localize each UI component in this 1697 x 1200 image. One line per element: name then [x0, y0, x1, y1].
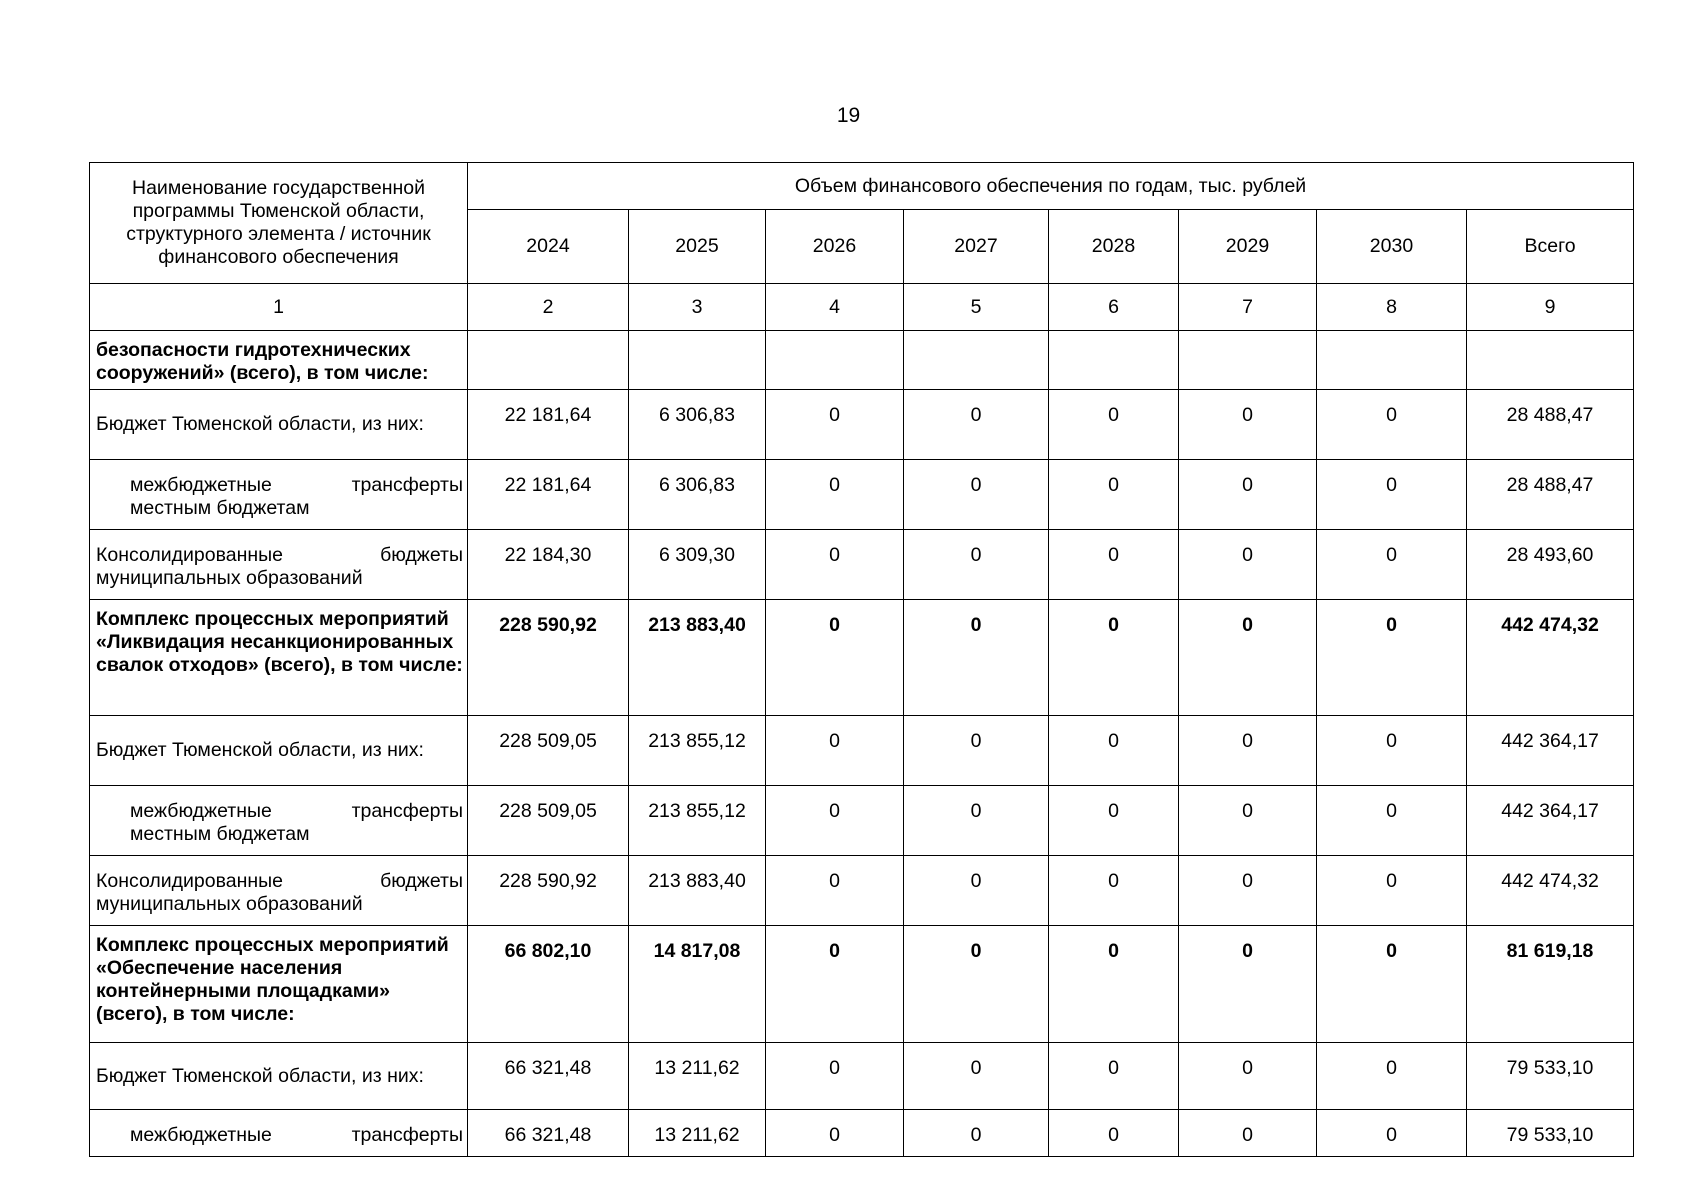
cell-2029: 0 — [1179, 786, 1317, 856]
cell-total: 442 364,17 — [1467, 716, 1634, 786]
cell-2030: 0 — [1317, 600, 1467, 716]
table-row — [90, 926, 1634, 1043]
cell-2027: 0 — [904, 460, 1049, 530]
cell-2028: 0 — [1049, 786, 1179, 856]
cell-2030: 0 — [1317, 1110, 1467, 1157]
cell-2026 — [766, 331, 904, 390]
cell-2029 — [1179, 331, 1317, 390]
table-row — [90, 786, 1634, 856]
header-year-2025: 2025 — [629, 210, 766, 284]
cell-2028: 0 — [1049, 460, 1179, 530]
row-name: Консолидированные бюджеты муниципальных образований — [90, 856, 468, 926]
row-name: межбюджетные трансферты — [90, 1110, 468, 1157]
cell-2028: 0 — [1049, 856, 1179, 926]
cell-2025: 14 817,08 — [629, 926, 766, 1043]
cell-2030: 0 — [1317, 390, 1467, 460]
cell-total: 79 533,10 — [1467, 1043, 1634, 1110]
cell-2028: 0 — [1049, 600, 1179, 716]
row-name: Комплекс процессных мероприятий «Обеспечение населения контейнерными площадками» (всего), в том числе: — [90, 926, 468, 1043]
table-row — [90, 390, 1634, 460]
col-number: 9 — [1467, 284, 1634, 331]
cell-2029: 0 — [1179, 530, 1317, 600]
header-total: Всего — [1467, 210, 1634, 284]
cell-2024 — [468, 331, 629, 390]
cell-2024: 66 802,10 — [468, 926, 629, 1043]
cell-2026: 0 — [766, 786, 904, 856]
cell-2025: 6 306,83 — [629, 390, 766, 460]
cell-2026: 0 — [766, 856, 904, 926]
cell-2027: 0 — [904, 1043, 1049, 1110]
row-name: безопасности гидротехнических сооружений» (всего), в том числе: — [90, 331, 468, 390]
table-row — [90, 856, 1634, 926]
cell-2028 — [1049, 331, 1179, 390]
cell-2025: 213 883,40 — [629, 600, 766, 716]
cell-2027: 0 — [904, 926, 1049, 1043]
cell-2025: 6 309,30 — [629, 530, 766, 600]
row-name: Бюджет Тюменской области, из них: — [90, 1043, 468, 1110]
cell-2028: 0 — [1049, 1043, 1179, 1110]
header-year-2027: 2027 — [904, 210, 1049, 284]
cell-2029: 0 — [1179, 1043, 1317, 1110]
cell-2029: 0 — [1179, 926, 1317, 1043]
col-number: 4 — [766, 284, 904, 331]
header-volume-group: Объем финансового обеспечения по годам, тыс. рублей — [468, 163, 1634, 210]
table-row — [90, 716, 1634, 786]
cell-2024: 66 321,48 — [468, 1110, 629, 1157]
col-number: 8 — [1317, 284, 1467, 331]
cell-2026: 0 — [766, 530, 904, 600]
table-row — [90, 600, 1634, 716]
cell-2024: 22 181,64 — [468, 460, 629, 530]
cell-2029: 0 — [1179, 460, 1317, 530]
col-number: 3 — [629, 284, 766, 331]
col-number: 1 — [90, 284, 468, 331]
cell-2029: 0 — [1179, 1110, 1317, 1157]
col-number: 2 — [468, 284, 629, 331]
cell-2026: 0 — [766, 600, 904, 716]
row-name: Бюджет Тюменской области, из них: — [90, 716, 468, 786]
cell-2030: 0 — [1317, 786, 1467, 856]
cell-2026: 0 — [766, 1110, 904, 1157]
table-row — [90, 460, 1634, 530]
table-row — [90, 1110, 1634, 1157]
cell-2029: 0 — [1179, 716, 1317, 786]
cell-2026: 0 — [766, 1043, 904, 1110]
cell-2028: 0 — [1049, 530, 1179, 600]
cell-2027 — [904, 331, 1049, 390]
cell-2025: 213 883,40 — [629, 856, 766, 926]
table-row — [90, 530, 1634, 600]
cell-2030 — [1317, 331, 1467, 390]
cell-2027: 0 — [904, 856, 1049, 926]
cell-2024: 228 590,92 — [468, 856, 629, 926]
cell-2027: 0 — [904, 1110, 1049, 1157]
row-name: межбюджетные трансферты местным бюджетам — [90, 460, 468, 530]
cell-2026: 0 — [766, 460, 904, 530]
row-name: межбюджетные трансферты местным бюджетам — [90, 786, 468, 856]
cell-total: 81 619,18 — [1467, 926, 1634, 1043]
cell-2030: 0 — [1317, 926, 1467, 1043]
cell-2027: 0 — [904, 716, 1049, 786]
page-number: 19 — [836, 104, 861, 127]
cell-total: 442 474,32 — [1467, 856, 1634, 926]
cell-2025: 213 855,12 — [629, 716, 766, 786]
cell-2028: 0 — [1049, 926, 1179, 1043]
cell-2025 — [629, 331, 766, 390]
cell-2026: 0 — [766, 926, 904, 1043]
cell-2028: 0 — [1049, 1110, 1179, 1157]
cell-2028: 0 — [1049, 390, 1179, 460]
header-year-2029: 2029 — [1179, 210, 1317, 284]
cell-2026: 0 — [766, 716, 904, 786]
table-row — [90, 1043, 1634, 1110]
table-row — [90, 331, 1634, 390]
cell-total: 442 474,32 — [1467, 600, 1634, 716]
cell-2024: 22 181,64 — [468, 390, 629, 460]
col-number: 5 — [904, 284, 1049, 331]
cell-2027: 0 — [904, 390, 1049, 460]
header-year-2024: 2024 — [468, 210, 629, 284]
cell-2030: 0 — [1317, 530, 1467, 600]
cell-2028: 0 — [1049, 716, 1179, 786]
cell-2024: 228 509,05 — [468, 786, 629, 856]
cell-2025: 6 306,83 — [629, 460, 766, 530]
cell-2027: 0 — [904, 530, 1049, 600]
header-year-2028: 2028 — [1049, 210, 1179, 284]
header-year-2026: 2026 — [766, 210, 904, 284]
cell-2025: 13 211,62 — [629, 1043, 766, 1110]
cell-2029: 0 — [1179, 390, 1317, 460]
header-name-col: Наименование государственной программы Тюменской области, структурного элемента / источник финансового обеспечения — [90, 163, 468, 284]
cell-total: 28 488,47 — [1467, 390, 1634, 460]
cell-2024: 228 509,05 — [468, 716, 629, 786]
cell-2024: 22 184,30 — [468, 530, 629, 600]
financing-table — [89, 162, 1634, 1157]
cell-total: 79 533,10 — [1467, 1110, 1634, 1157]
row-name: Комплекс процессных мероприятий «Ликвидация несанкционированных свалок отходов» (всего), в том числе: — [90, 600, 468, 716]
cell-2024: 228 590,92 — [468, 600, 629, 716]
cell-2027: 0 — [904, 786, 1049, 856]
cell-2029: 0 — [1179, 600, 1317, 716]
cell-total — [1467, 331, 1634, 390]
cell-2029: 0 — [1179, 856, 1317, 926]
cell-2030: 0 — [1317, 1043, 1467, 1110]
row-name: Бюджет Тюменской области, из них: — [90, 390, 468, 460]
cell-2030: 0 — [1317, 856, 1467, 926]
column-numbers-row — [90, 284, 1634, 331]
header-row-top — [90, 163, 1634, 210]
cell-2025: 213 855,12 — [629, 786, 766, 856]
cell-2027: 0 — [904, 600, 1049, 716]
cell-2024: 66 321,48 — [468, 1043, 629, 1110]
cell-total: 442 364,17 — [1467, 786, 1634, 856]
cell-total: 28 493,60 — [1467, 530, 1634, 600]
cell-2026: 0 — [766, 390, 904, 460]
cell-2025: 13 211,62 — [629, 1110, 766, 1157]
cell-total: 28 488,47 — [1467, 460, 1634, 530]
cell-2030: 0 — [1317, 460, 1467, 530]
row-name: Консолидированные бюджеты муниципальных образований — [90, 530, 468, 600]
col-number: 7 — [1179, 284, 1317, 331]
header-year-2030: 2030 — [1317, 210, 1467, 284]
col-number: 6 — [1049, 284, 1179, 331]
cell-2030: 0 — [1317, 716, 1467, 786]
